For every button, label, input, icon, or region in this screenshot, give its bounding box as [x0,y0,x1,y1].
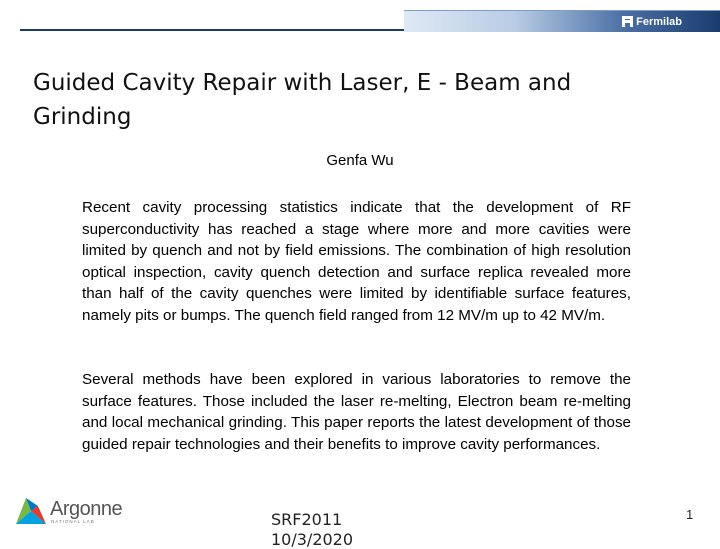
argonne-logo-subtext: NATIONAL LAB [51,518,95,524]
page-number: 1 [686,507,694,522]
author-name: Genfa Wu [326,152,394,169]
abstract-paragraph-1: Recent cavity processing statistics indicate that the development of RF superconductivity has reached a stage where more and more cavities were limited by quench and not by field emissions. The combination of high resolution optical inspection, cavity quench detection and surface replica revealed more than half of the cavity quenches were limited by identifiable surface features, namely pits or bumps. The quench field ranged from 12 MV/m up to 42 MV/m. [82,199,631,324]
fermilab-logo-text: Fermilab [636,15,682,28]
conference-label: SRF2011 [271,510,343,529]
argonne-logo [14,494,122,528]
footer-date: 10/3/2020 [271,530,354,549]
brand-bar [404,10,720,32]
slide-title: Guided Cavity Repair with Laser, E - Beam and Grinding [33,70,572,130]
fermilab-logo-icon [622,16,633,27]
argonne-logo-text: Argonne [50,497,123,520]
fermilab-logo [622,12,682,31]
argonne-logo-icon [14,494,48,528]
abstract-paragraph-2: Several methods have been explored in various laboratories to remove the surface features. Those included the laser re-melting, Electron beam re-melting and local mechanical grinding. This paper reports the latest development of those guided repair technologies and their benefits to improve cavity performances. [82,371,631,453]
